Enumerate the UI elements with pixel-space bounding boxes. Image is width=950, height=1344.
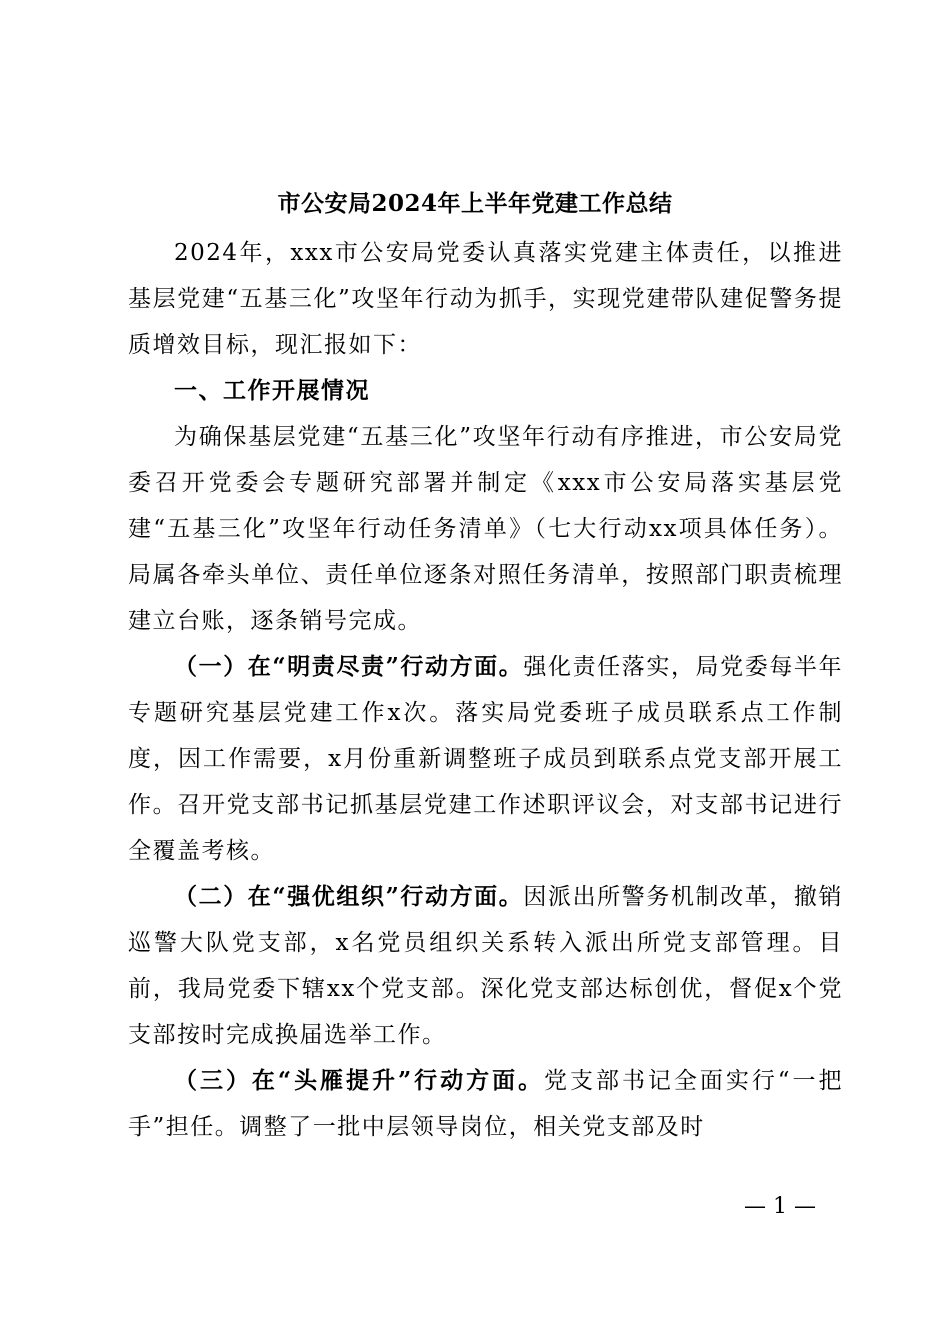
- document-title: 市公安局2024年上半年党建工作总结: [277, 190, 673, 217]
- section-heading: 一、工作开展情况: [174, 378, 370, 404]
- item-text-1: 强化责任落实，局党委每半年专题研究基层党建工作x次。落实局党委班子成员联系点工作制度，因工作需要，x月份重新调整班子成员到联系点党支部开展工作。召开党支部书记抓基层党建工作述职评议会，对支部书记进行全覆盖考核。: [128, 654, 843, 864]
- item-paragraph-2: [128, 874, 843, 1058]
- item-text-2: 因派出所警务机制改革，撤销巡警大队党支部，x名党员组织关系转入派出所党支部管理。目前，我局党委下辖xx个党支部。深化党支部达标创优，督促x个党支部按时完成换届选举工作。: [128, 884, 843, 1048]
- item-paragraph-3: [128, 1058, 843, 1150]
- page-number: — 1 —: [744, 1194, 816, 1219]
- item-lead-1: （一）在“明责尽责”行动方面。: [174, 653, 524, 680]
- document-body: [128, 230, 843, 1150]
- item-text-3: 党支部书记全面实行“一把手”担任。调整了一批中层领导岗位，相关党支部及时: [128, 1068, 843, 1140]
- item-lead-3: （三）在“头雁提升”行动方面。: [174, 1067, 545, 1094]
- item-paragraph-1: [128, 644, 843, 874]
- section-paragraph: 为确保基层党建“五基三化”攻坚年行动有序推进，市公安局党委召开党委会专题研究部署并制定《xxx市公安局落实基层党建“五基三化”攻坚年行动任务清单》（七大行动xx项具体任务）。局属各牵头单位、责任单位逐条对照任务清单，按照部门职责梳理建立台账，逐条销号完成。: [128, 424, 843, 634]
- intro-paragraph: 2024年，xxx市公安局党委认真落实党建主体责任，以推进基层党建“五基三化”攻坚年行动为抓手，实现党建带队建促警务提质增效目标，现汇报如下：: [128, 240, 843, 358]
- item-lead-2: （二）在“强优组织”行动方面。: [174, 883, 524, 910]
